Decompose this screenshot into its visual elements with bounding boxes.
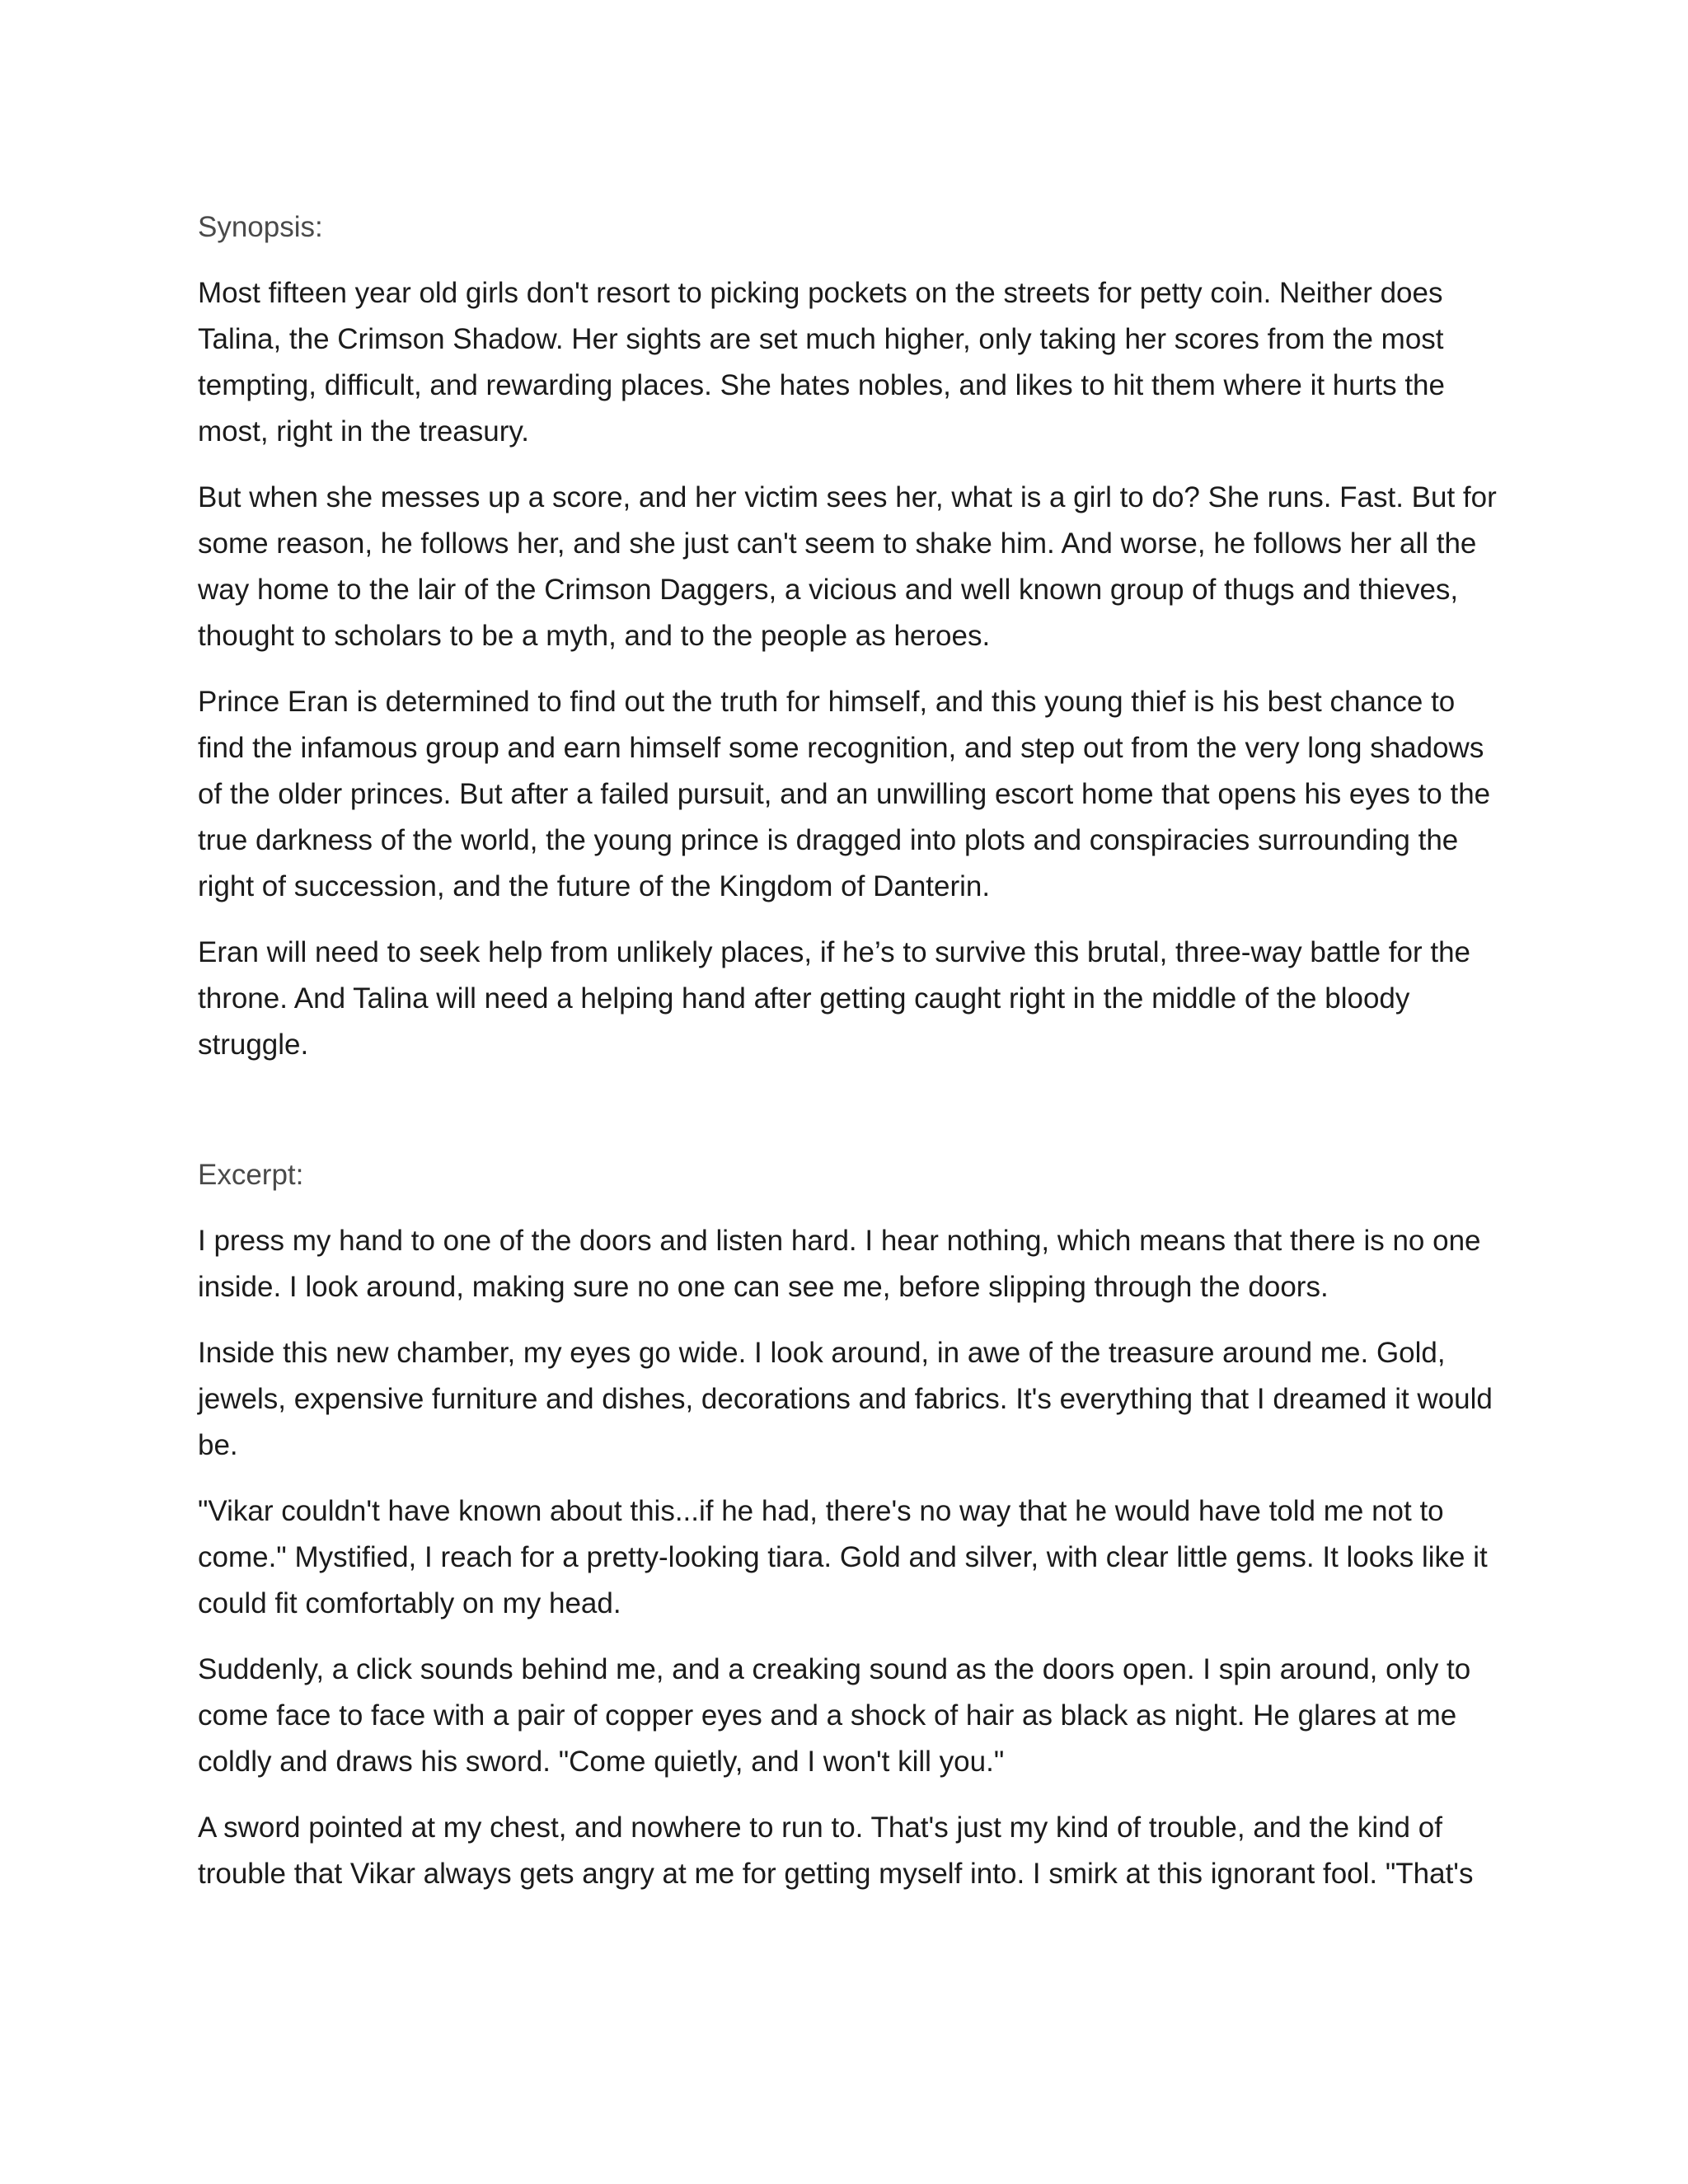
excerpt-paragraph: Suddenly, a click sounds behind me, and a creaking sound as the doors open. I spin around, only to come face to face with a pair of copper eyes and a shock of hair as black as night. He glares at me coldly and draws his sword. "Come quietly, and I won't kill you." [198,1653,1471,1778]
excerpt-paragraph: I press my hand to one of the doors and listen hard. I hear nothing, which means that there is no one inside. I look around, making sure no one can see me, before slipping through the doors. [198,1225,1481,1303]
excerpt-paragraph: "Vikar couldn't have known about this...if he had, there's no way that he would have told me not to come." Mystified, I reach for a pretty-looking tiara. Gold and silver, with clear little gems. It looks like it could fit comfortably on my head. [198,1495,1488,1619]
synopsis-paragraph: Prince Eran is determined to find out the truth for himself, and this young thief is his best chance to find the infamous group and earn himself some recognition, and step out from the very long shadows of the older princes. But after a failed pursuit, and an unwilling escort home that opens his eyes to the true darkness of the world, the young prince is dragged into plots and conspiracies surrounding the right of succession, and the future of the Kingdom of Danterin. [198,686,1491,902]
synopsis-section [198,204,1500,1068]
synopsis-paragraph: Most fifteen year old girls don't resort to picking pockets on the streets for petty coin. Neither does Talina, the Crimson Shadow. Her sights are set much higher, only taking her scores from the most tempting, difficult, and rewarding places. She hates nobles, and likes to hit them where it hurts the most, right in the treasury. [198,277,1445,448]
synopsis-heading: Synopsis: [198,211,323,243]
synopsis-paragraph: But when she messes up a score, and her victim sees her, what is a girl to do? She runs. Fast. But for some reason, he follows her, and she just can't seem to shake him. And worse, he follows her all the way home to the lair of the Crimson Daggers, a vicious and well known group of thugs and thieves, thought to scholars to be a myth, and to the people as heroes. [198,481,1497,652]
document-page [198,204,1500,1917]
excerpt-section [198,1152,1500,1897]
synopsis-paragraph: Eran will need to seek help from unlikely places, if he’s to survive this brutal, three-way battle for the throne. And Talina will need a helping hand after getting caught right in the middle of the bloody struggle. [198,936,1470,1061]
excerpt-paragraph: A sword pointed at my chest, and nowhere to run to. That's just my kind of trouble, and the kind of trouble that Vikar always gets angry at me for getting myself into. I smirk at this ignorant fool. "That's [198,1811,1474,1890]
excerpt-paragraph: Inside this new chamber, my eyes go wide. I look around, in awe of the treasure around me. Gold, jewels, expensive furniture and dishes, decorations and fabrics. It's everything that I dreamed it would be. [198,1337,1493,1461]
excerpt-heading: Excerpt: [198,1159,304,1191]
section-spacer [198,1088,1500,1152]
